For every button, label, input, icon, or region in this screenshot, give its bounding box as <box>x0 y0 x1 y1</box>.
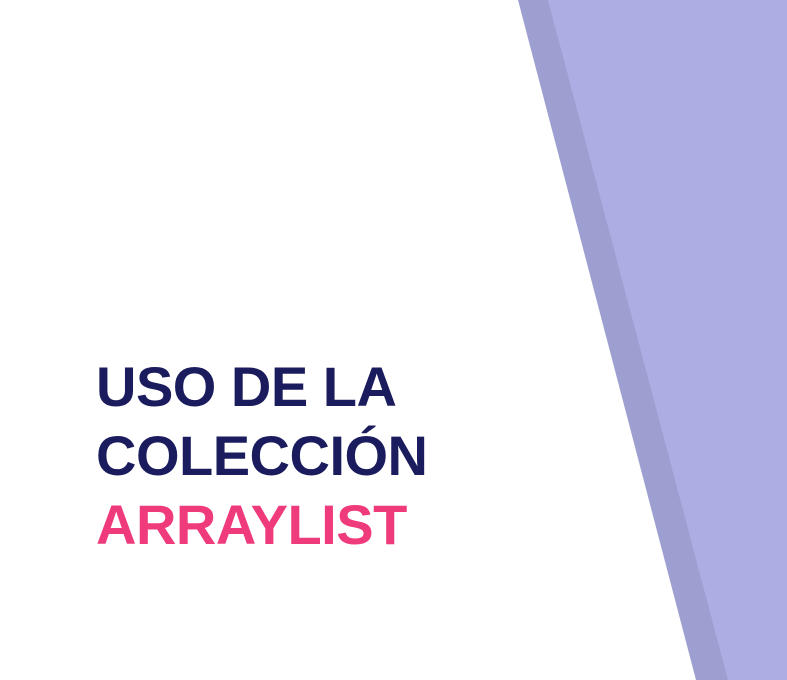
band-main <box>548 0 787 680</box>
title-line-1: USO DE LA <box>96 355 397 418</box>
title-line-3-accent: ARRAYLIST <box>96 493 407 556</box>
title-line-2: COLECCIÓN <box>96 424 428 487</box>
page-title <box>96 352 428 559</box>
